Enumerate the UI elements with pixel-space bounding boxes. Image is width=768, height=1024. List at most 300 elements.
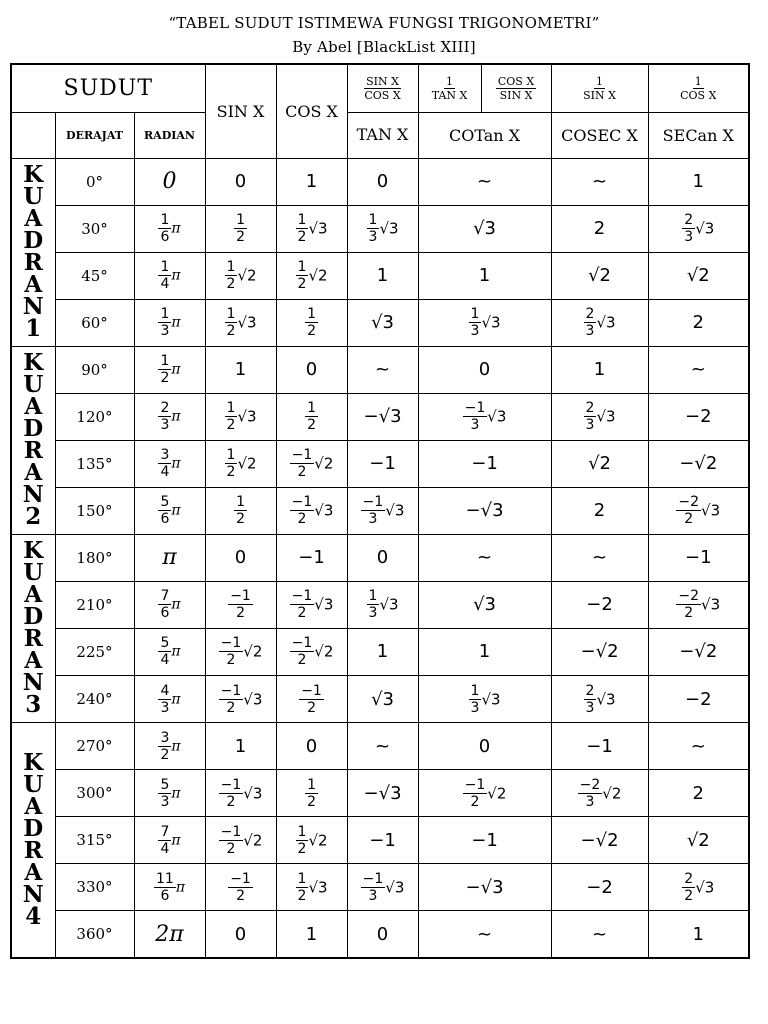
fraction — [290, 495, 315, 526]
numerator: −1 — [291, 447, 313, 464]
numerator: −1 — [220, 682, 242, 699]
quadrant-label-4 — [11, 723, 55, 958]
cos-cell — [276, 628, 347, 675]
csc-cell — [551, 534, 648, 581]
value: 1 — [376, 265, 389, 287]
cos-cell — [276, 346, 347, 393]
fraction — [463, 778, 488, 809]
tan-cell — [347, 158, 418, 205]
value: √2 — [588, 265, 611, 287]
numerator: 2 — [585, 682, 595, 699]
header-cot: COTan X — [418, 112, 551, 158]
sin-cell — [205, 770, 276, 817]
csc-formula-den: SIN X — [583, 88, 616, 102]
sin-cell — [205, 346, 276, 393]
header-tan: TAN X — [347, 112, 418, 158]
fraction — [584, 401, 597, 432]
fraction — [219, 636, 244, 667]
value: −1 — [369, 453, 396, 475]
numerator: 1 — [160, 212, 170, 229]
fraction — [682, 213, 695, 244]
numerator: 1 — [297, 870, 307, 887]
header-sudut: SUDUT — [11, 64, 205, 112]
table-row — [11, 817, 749, 864]
pi-symbol: π — [171, 691, 181, 708]
numerator: −2 — [678, 494, 700, 511]
value: √2 — [588, 453, 611, 475]
tan-cell — [347, 864, 418, 911]
fraction — [367, 589, 380, 620]
denominator: 3 — [368, 887, 378, 904]
header-sin: SIN X — [205, 64, 276, 158]
value: 0 — [305, 359, 318, 381]
fraction — [219, 684, 244, 715]
tan-cell — [347, 346, 418, 393]
sin-cell — [205, 817, 276, 864]
denominator: 2 — [684, 887, 694, 904]
value: 0 — [478, 735, 491, 757]
denominator: 4 — [160, 840, 170, 857]
cot-cell — [418, 723, 551, 770]
rad-cell — [134, 299, 205, 346]
fraction — [234, 495, 247, 526]
quadrant-letter: R — [23, 437, 43, 465]
rad-cell — [134, 158, 205, 205]
value: −1 — [685, 547, 712, 569]
denominator: 2 — [236, 511, 245, 528]
table-row — [11, 676, 749, 723]
cos-cell — [276, 864, 347, 911]
numerator: 2 — [585, 306, 595, 323]
fraction — [584, 307, 597, 338]
rad-cell — [134, 205, 205, 252]
value: 0 — [305, 735, 318, 757]
root-value: √2 — [243, 642, 263, 661]
cos-cell — [276, 393, 347, 440]
root-value: √2 — [308, 266, 328, 285]
denominator: 4 — [160, 276, 170, 293]
pi-symbol: π — [171, 267, 181, 284]
quadrant-letter: N — [22, 481, 44, 509]
denominator: 3 — [585, 417, 595, 434]
numerator: 11 — [156, 870, 174, 887]
sec-cell — [648, 158, 749, 205]
csc-cell — [551, 676, 648, 723]
numerator: −1 — [230, 588, 251, 605]
cos-cell — [276, 205, 347, 252]
numerator: 2 — [160, 400, 170, 417]
fraction — [296, 260, 309, 291]
csc-cell — [551, 487, 648, 534]
table-row — [11, 628, 749, 675]
numerator: 1 — [160, 353, 170, 370]
root-value: √3 — [308, 878, 328, 897]
pi-symbol: π — [171, 596, 181, 613]
denominator: 2 — [226, 323, 236, 340]
sin-cell — [205, 864, 276, 911]
header-csc-formula — [551, 64, 648, 112]
pi-symbol: π — [171, 643, 181, 660]
root-value: √3 — [237, 313, 257, 332]
quadrant-letter: U — [23, 559, 44, 587]
value: −2 — [586, 594, 613, 616]
denominator: 2 — [307, 417, 316, 434]
numerator: −2 — [579, 776, 601, 793]
value: −2 — [586, 876, 613, 898]
numerator: 5 — [160, 776, 170, 793]
numerator: 1 — [297, 823, 307, 840]
value: √3 — [473, 594, 496, 616]
cot-formula-a-num: 1 — [446, 74, 454, 88]
quadrant-letter: D — [23, 603, 44, 631]
denominator: 3 — [368, 605, 378, 622]
quadrant-letter: N — [22, 669, 44, 697]
quadrant-letter: K — [23, 161, 44, 189]
pi-symbol: π — [171, 314, 181, 331]
numerator: 1 — [226, 259, 236, 276]
denominator: 2 — [307, 323, 316, 340]
table-body — [11, 158, 749, 958]
cos-cell — [276, 581, 347, 628]
numerator: −1 — [362, 870, 384, 887]
value: 0 — [162, 169, 177, 195]
denominator: 3 — [160, 793, 170, 810]
fraction — [296, 825, 309, 856]
root-value: √3 — [701, 595, 721, 614]
root-value: √2 — [237, 266, 257, 285]
root-value: √2 — [237, 454, 257, 473]
root-value: √3 — [596, 690, 616, 709]
numerator: 1 — [368, 588, 378, 605]
cot-cell — [418, 770, 551, 817]
tan-cell — [347, 440, 418, 487]
quadrant-letter: 4 — [25, 903, 42, 931]
numerator: −1 — [230, 870, 251, 887]
degree-cell: 120° — [55, 393, 134, 440]
rad-cell — [134, 628, 205, 675]
cot-formula-b-den: SIN X — [499, 88, 533, 102]
quadrant-label-3 — [11, 534, 55, 722]
value: ~ — [374, 359, 391, 381]
cot-cell — [418, 487, 551, 534]
header-csc: COSEC X — [551, 112, 648, 158]
fraction — [469, 307, 482, 338]
degree-cell: 240° — [55, 676, 134, 723]
denominator: 2 — [307, 699, 316, 716]
degree-cell: 45° — [55, 252, 134, 299]
numerator: 5 — [160, 635, 170, 652]
rad-cell — [134, 534, 205, 581]
tan-cell — [347, 723, 418, 770]
denominator: 3 — [160, 699, 170, 716]
value: 1 — [234, 359, 247, 381]
root-value: √2 — [308, 831, 328, 850]
numerator: −1 — [301, 682, 322, 699]
value: √2 — [686, 829, 710, 851]
value: −2 — [685, 688, 712, 710]
rad-cell — [134, 393, 205, 440]
degree-cell: 270° — [55, 723, 134, 770]
header-derajat: DERAJAT — [55, 112, 134, 158]
rad-cell — [134, 252, 205, 299]
fraction — [158, 778, 171, 809]
denominator: 2 — [684, 511, 694, 528]
fraction — [290, 636, 315, 667]
tan-cell — [347, 534, 418, 581]
fraction — [463, 401, 488, 432]
numerator: −1 — [220, 635, 242, 652]
rad-cell — [134, 911, 205, 958]
rad-cell — [134, 817, 205, 864]
root-value: √3 — [379, 595, 399, 614]
value: ~ — [591, 171, 608, 193]
quadrant-letter: K — [23, 537, 44, 565]
fraction — [158, 731, 171, 762]
fraction — [305, 778, 318, 809]
value: −1 — [471, 829, 498, 851]
csc-cell — [551, 440, 648, 487]
value: 2 — [692, 312, 704, 334]
value: 1 — [234, 735, 247, 757]
sec-cell — [648, 534, 749, 581]
cot-cell — [418, 628, 551, 675]
table-row — [11, 864, 749, 911]
value: 0 — [234, 171, 247, 193]
pi-symbol: π — [171, 408, 181, 425]
fraction — [584, 684, 597, 715]
denominator: 2 — [226, 276, 236, 293]
value: −√2 — [580, 829, 619, 851]
root-value: √3 — [385, 878, 405, 897]
value: 0 — [376, 923, 389, 945]
numerator: 3 — [160, 447, 170, 464]
cot-cell — [418, 346, 551, 393]
value: 1 — [692, 923, 704, 945]
tan-formula-den: COS X — [364, 88, 401, 102]
value: 2 — [593, 218, 606, 240]
tan-cell — [347, 770, 418, 817]
page-title: “TABEL SUDUT ISTIMEWA FUNGSI TRIGONOMETRI” — [168, 14, 600, 32]
sin-cell — [205, 628, 276, 675]
root-value: √3 — [596, 313, 616, 332]
numerator: 1 — [160, 306, 170, 323]
denominator: 2 — [226, 793, 236, 810]
cot-cell — [418, 440, 551, 487]
page-subtitle: By Abel [BlackList XIII] — [292, 38, 476, 56]
denominator: 2 — [236, 229, 245, 246]
fraction — [296, 872, 309, 903]
pi-symbol: π — [175, 879, 186, 896]
table-row — [11, 440, 749, 487]
csc-formula-num: 1 — [596, 74, 604, 88]
cos-cell — [276, 158, 347, 205]
value: √3 — [371, 688, 394, 710]
numerator: 1 — [297, 259, 307, 276]
cos-cell — [276, 911, 347, 958]
fraction — [305, 307, 318, 338]
table-row — [11, 487, 749, 534]
cot-cell — [418, 534, 551, 581]
fraction — [158, 495, 171, 526]
degree-cell: 60° — [55, 299, 134, 346]
cot-formula-a-den: TAN X — [431, 88, 468, 102]
denominator: 4 — [160, 652, 170, 669]
quadrant-letter: N — [22, 293, 44, 321]
denominator: 2 — [226, 652, 236, 669]
denominator: 3 — [585, 699, 595, 716]
value: 2π — [155, 921, 184, 947]
root-value: √3 — [379, 219, 399, 238]
tan-cell — [347, 581, 418, 628]
value: −√2 — [580, 641, 619, 663]
sin-cell — [205, 393, 276, 440]
value: 1 — [478, 265, 491, 287]
cos-cell — [276, 817, 347, 864]
tan-cell — [347, 628, 418, 675]
cot-cell — [418, 581, 551, 628]
fraction — [158, 213, 171, 244]
numerator: 7 — [160, 823, 170, 840]
numerator: −1 — [291, 494, 313, 511]
denominator: 6 — [160, 887, 170, 904]
numerator: 1 — [307, 400, 316, 417]
denominator: 3 — [684, 229, 694, 246]
sec-cell — [648, 393, 749, 440]
fraction — [676, 495, 701, 526]
fraction — [305, 401, 318, 432]
table-row — [11, 393, 749, 440]
rad-cell — [134, 487, 205, 534]
numerator: −1 — [291, 635, 313, 652]
numerator: 7 — [160, 588, 170, 605]
value: −√2 — [679, 641, 718, 663]
quadrant-letter: D — [23, 815, 44, 843]
pi-symbol: π — [171, 738, 181, 755]
fraction — [154, 872, 176, 903]
denominator: 2 — [236, 887, 245, 904]
cot-cell — [418, 393, 551, 440]
table-row — [11, 534, 749, 581]
table-row — [11, 205, 749, 252]
quadrant-label-1 — [11, 158, 55, 346]
degree-cell: 225° — [55, 628, 134, 675]
numerator: 1 — [470, 682, 480, 699]
fraction — [219, 778, 244, 809]
value: 2 — [593, 500, 606, 522]
tan-cell — [347, 252, 418, 299]
fraction — [682, 872, 695, 903]
value: √3 — [473, 218, 496, 240]
numerator: 1 — [470, 306, 480, 323]
sin-cell — [205, 911, 276, 958]
degree-cell: 0° — [55, 158, 134, 205]
value: √2 — [686, 265, 710, 287]
numerator: −1 — [362, 494, 384, 511]
denominator: 2 — [297, 652, 307, 669]
quadrant-letter: D — [23, 227, 44, 255]
fraction — [290, 448, 315, 479]
quadrant-letter: R — [23, 249, 43, 277]
table-row — [11, 723, 749, 770]
degree-cell: 330° — [55, 864, 134, 911]
numerator: 3 — [160, 729, 170, 746]
denominator: 2 — [297, 276, 307, 293]
denominator: 2 — [297, 511, 307, 528]
sin-cell — [205, 581, 276, 628]
table-row — [11, 770, 749, 817]
sec-cell — [648, 817, 749, 864]
csc-cell — [551, 770, 648, 817]
cot-cell — [418, 864, 551, 911]
quadrant-letter: A — [24, 271, 43, 299]
fraction — [228, 872, 253, 903]
value: −1 — [369, 829, 396, 851]
cot-cell — [418, 158, 551, 205]
sec-cell — [648, 628, 749, 675]
rad-cell — [134, 723, 205, 770]
fraction — [234, 213, 247, 244]
denominator: 2 — [684, 605, 694, 622]
sec-formula-den: COS X — [680, 88, 717, 102]
sec-cell — [648, 911, 749, 958]
value: 1 — [478, 641, 491, 663]
fraction — [578, 778, 603, 809]
denominator: 6 — [160, 605, 170, 622]
csc-cell — [551, 205, 648, 252]
quadrant-letter: 3 — [25, 691, 42, 719]
numerator: 2 — [684, 870, 694, 887]
numerator: 2 — [684, 212, 694, 229]
tan-cell — [347, 487, 418, 534]
denominator: 2 — [297, 887, 307, 904]
csc-cell — [551, 158, 648, 205]
cos-cell — [276, 252, 347, 299]
header-sec-formula — [648, 64, 749, 112]
rad-cell — [134, 864, 205, 911]
numerator: 1 — [297, 212, 307, 229]
value: ~ — [690, 359, 706, 381]
numerator: 1 — [368, 212, 378, 229]
sin-cell — [205, 534, 276, 581]
root-value: √3 — [695, 219, 715, 238]
numerator: 1 — [307, 306, 316, 323]
sec-cell — [648, 487, 749, 534]
pi-symbol: π — [171, 785, 181, 802]
numerator: 2 — [585, 400, 595, 417]
header-sec: SECan X — [648, 112, 749, 158]
fraction — [225, 448, 238, 479]
root-value: √2 — [602, 784, 622, 803]
header-cos: COS X — [276, 64, 347, 158]
quadrant-letter: A — [24, 205, 43, 233]
denominator: 2 — [297, 840, 307, 857]
cos-cell — [276, 440, 347, 487]
trig-table — [10, 63, 750, 959]
cot-cell — [418, 911, 551, 958]
cot-cell — [418, 252, 551, 299]
fraction — [225, 260, 238, 291]
denominator: 3 — [470, 323, 480, 340]
tan-cell — [347, 817, 418, 864]
numerator: 1 — [226, 400, 236, 417]
denominator: 2 — [226, 699, 236, 716]
numerator: 1 — [160, 259, 170, 276]
sin-cell — [205, 205, 276, 252]
value: π — [162, 545, 177, 571]
numerator: −1 — [291, 588, 313, 605]
quadrant-letter: D — [23, 415, 44, 443]
quadrant-letter: K — [23, 749, 44, 777]
